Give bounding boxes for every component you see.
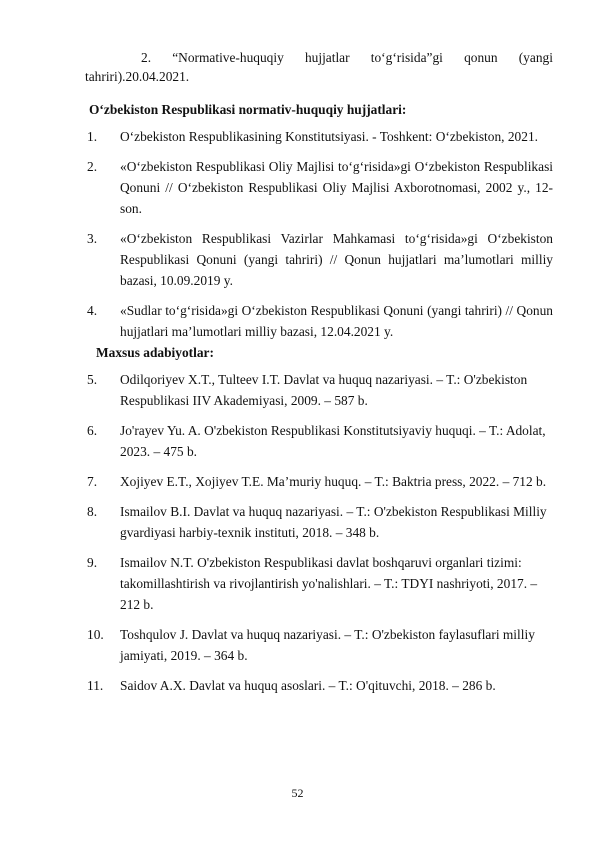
item-text: «O‘zbekiston Respublikasi Oliy Majlisi to‘g‘risida»gi O‘zbekiston Respublikasi Qonuni // O‘zbekiston Respublikasi Oliy Majlisi Axborotnomasi, 2002 y., 12-son. xyxy=(120,159,553,216)
item-number: 2. xyxy=(87,159,98,174)
list-item xyxy=(86,126,553,147)
item-text: Ismailov B.I. Davlat va huquq nazariyasi. – T.: O'zbekiston Respublikasi Milliy gvardiyasi harbiy-texnik instituti, 2018. – 348 b. xyxy=(120,504,547,540)
list-item xyxy=(86,471,553,492)
list-item xyxy=(86,156,553,219)
item-number: 9. xyxy=(87,555,98,570)
item-number: 7. xyxy=(87,474,98,489)
list-item xyxy=(86,369,553,411)
list-item xyxy=(86,228,553,291)
item-text: «O‘zbekiston Respublikasi Vazirlar Mahkamasi to‘g‘risida»gi O‘zbekiston Respublikasi Qonuni (yangi tahriri) // Qonun hujjatlari ma’lumotlari milliy bazasi, 10.09.2019 y. xyxy=(120,231,553,288)
item-number: 8. xyxy=(87,504,98,519)
item-number: 3. xyxy=(87,231,98,246)
item-text: «Sudlar to‘g‘risida»gi O‘zbekiston Respublikasi Qonuni (yangi tahriri) // Qonun hujjatlari ma’lumotlari milliy bazasi, 12.04.2021 y. xyxy=(120,303,553,339)
page-number: 52 xyxy=(291,786,304,800)
item-number: 10. xyxy=(87,627,104,642)
list-item xyxy=(86,552,553,615)
item-number: 11. xyxy=(87,678,104,693)
item-number: 1. xyxy=(87,129,98,144)
list-item xyxy=(86,300,553,342)
intro-word: “Normative-huquqiy xyxy=(172,50,284,65)
intro-line-1 xyxy=(85,48,553,67)
item-text: Xojiyev E.T., Xojiyev T.E. Ma’muriy huquq. – T.: Baktria press, 2022. – 712 b. xyxy=(120,474,547,489)
item-text: Ismailov N.T. O'zbekiston Respublikasi davlat boshqaruvi organlari tizimi: takomillashtirish va rivojlantirish yo'nalishlari. – T.: TDYI nashriyoti, 2017. – 212 b. xyxy=(120,555,538,612)
item-number: 5. xyxy=(87,372,98,387)
item-text: Saidov A.X. Davlat va huquq asoslari. – T.: O'qituvchi, 2018. – 286 b. xyxy=(120,678,496,693)
item-text: Jo'rayev Yu. A. O'zbekiston Respublikasi Konstitutsiyaviy huquqi. – T.: Adolat, 2023. – 475 b. xyxy=(120,423,546,459)
list-item xyxy=(86,501,553,543)
intro-word: hujjatlar xyxy=(304,50,350,65)
intro-line-2: tahriri).20.04.2021. xyxy=(85,69,190,84)
list-item xyxy=(86,420,553,462)
intro-word: to‘g‘risida”gi xyxy=(370,50,443,65)
item-number: 6. xyxy=(87,423,98,438)
law-list xyxy=(86,126,553,351)
intro-word: qonun xyxy=(464,50,498,65)
list-item xyxy=(86,624,553,666)
intro-paragraph xyxy=(85,48,553,86)
intro-word: 2. xyxy=(141,50,152,65)
law-section-heading: O‘zbekiston Respublikasi normativ-huquqiy hujjatlari: xyxy=(89,102,407,117)
literature-list xyxy=(86,369,553,705)
list-item xyxy=(86,675,553,696)
literature-section-heading: Maxsus adabiyotlar: xyxy=(96,345,214,360)
item-text: Odilqoriyev X.T., Tulteev I.T. Davlat va huquq nazariyasi. – T.: O'zbekiston Respublikasi IIV Akademiyasi, 2009. – 587 b. xyxy=(120,372,528,408)
intro-word: (yangi xyxy=(518,50,553,65)
item-text: O‘zbekiston Respublikasining Konstitutsiyasi. - Toshkent: O‘zbekiston, 2021. xyxy=(120,129,538,144)
item-number: 4. xyxy=(87,303,98,318)
item-text: Toshqulov J. Davlat va huquq nazariyasi. – T.: O'zbekiston faylasuflari milliy jamiyati, 2019. – 364 b. xyxy=(120,627,535,663)
